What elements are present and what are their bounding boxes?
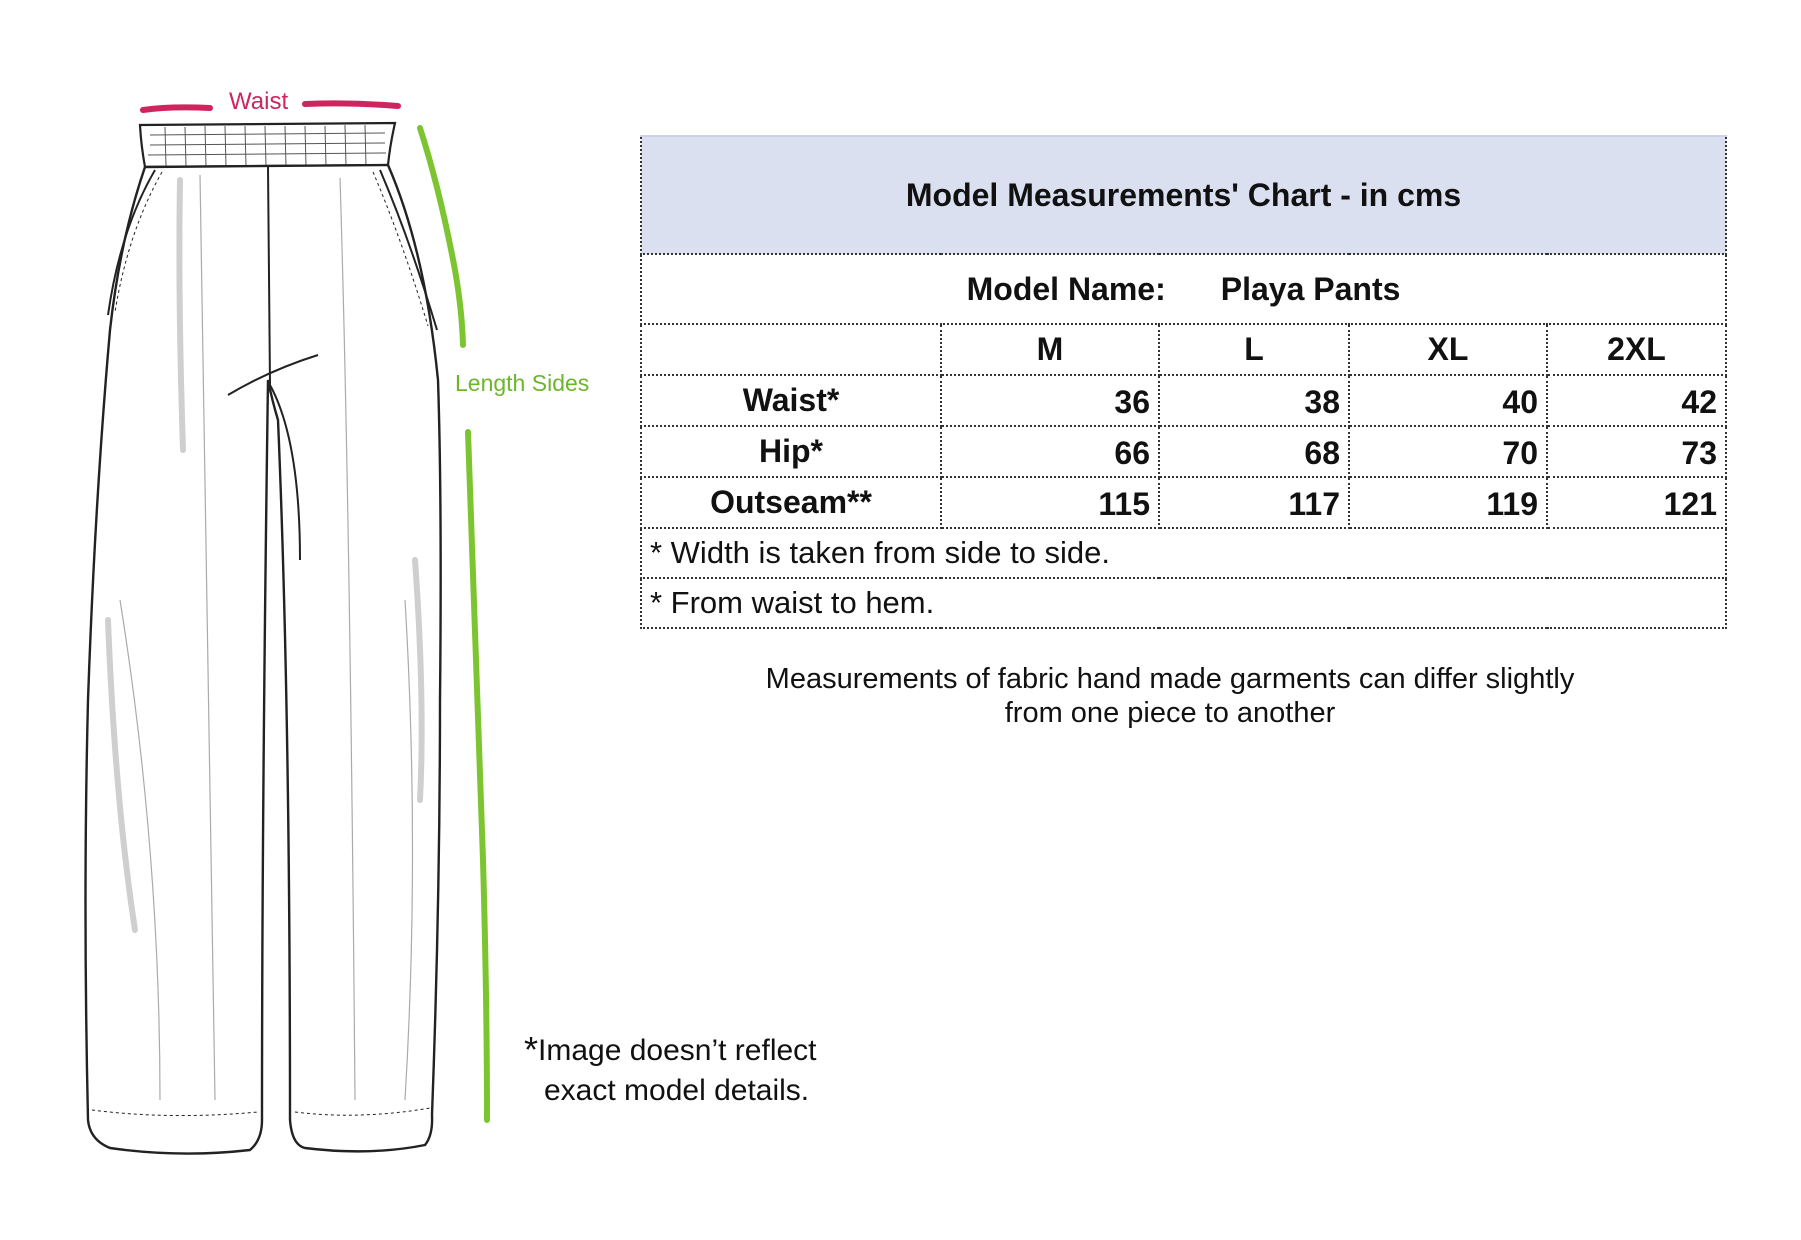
- cell-value: 119: [1349, 477, 1547, 528]
- size-header: L: [1159, 324, 1349, 375]
- size-header: XL: [1349, 324, 1547, 375]
- waist-measure-line-left: [143, 107, 210, 110]
- cell-value: 70: [1349, 426, 1547, 477]
- cell-value: 66: [941, 426, 1159, 477]
- header-empty-cell: [641, 324, 941, 375]
- table-row: [641, 426, 1726, 477]
- cell-value: 38: [1159, 375, 1349, 426]
- model-name-value: Playa Pants: [1220, 270, 1401, 307]
- model-name-label: Model Name:: [966, 270, 1166, 307]
- waistband: [140, 123, 395, 167]
- size-header: 2XL: [1547, 324, 1726, 375]
- cell-value: 73: [1547, 426, 1726, 477]
- disclaimer-star: *: [524, 1029, 539, 1070]
- cell-value: 117: [1159, 477, 1349, 528]
- cell-value: 40: [1349, 375, 1547, 426]
- footnote-line-2: from one piece to another: [1004, 697, 1336, 729]
- chart-title: Model Measurements' Chart - in cms: [641, 136, 1726, 254]
- cell-value: 36: [941, 375, 1159, 426]
- note-width: * Width is taken from side to side.: [641, 528, 1726, 578]
- handmade-footnote: [690, 662, 1650, 730]
- row-label: Waist*: [641, 375, 941, 426]
- measurements-table: [640, 135, 1727, 629]
- waist-measure-line-right: [305, 103, 398, 106]
- length-sides-label: Length Sides: [455, 370, 590, 396]
- row-label: Hip*: [641, 426, 941, 477]
- footnote-line-1: Measurements of fabric hand made garments can differ slightly: [765, 663, 1575, 695]
- note-row: [641, 528, 1726, 578]
- disclaimer-line-2: exact model details.: [544, 1074, 810, 1107]
- size-header-row: [641, 324, 1726, 375]
- waist-label: Waist: [229, 88, 289, 115]
- image-disclaimer: [524, 1030, 817, 1111]
- cell-value: 121: [1547, 477, 1726, 528]
- cell-value: 68: [1159, 426, 1349, 477]
- size-header: M: [941, 324, 1159, 375]
- measurements-chart: [640, 135, 1725, 635]
- length-measure-line-lower: [468, 432, 487, 1120]
- note-length: * From waist to hem.: [641, 578, 1726, 628]
- cell-value: 42: [1547, 375, 1726, 426]
- chart-title-row: [641, 136, 1726, 254]
- cell-value: 115: [941, 477, 1159, 528]
- note-row: [641, 578, 1726, 628]
- row-label: Outseam**: [641, 477, 941, 528]
- pants-body: [86, 165, 441, 1154]
- fold-shade-3: [179, 180, 183, 450]
- disclaimer-line-1: Image doesn’t reflect: [538, 1034, 817, 1067]
- table-row: [641, 477, 1726, 528]
- table-row: [641, 375, 1726, 426]
- model-name-row: [641, 254, 1726, 324]
